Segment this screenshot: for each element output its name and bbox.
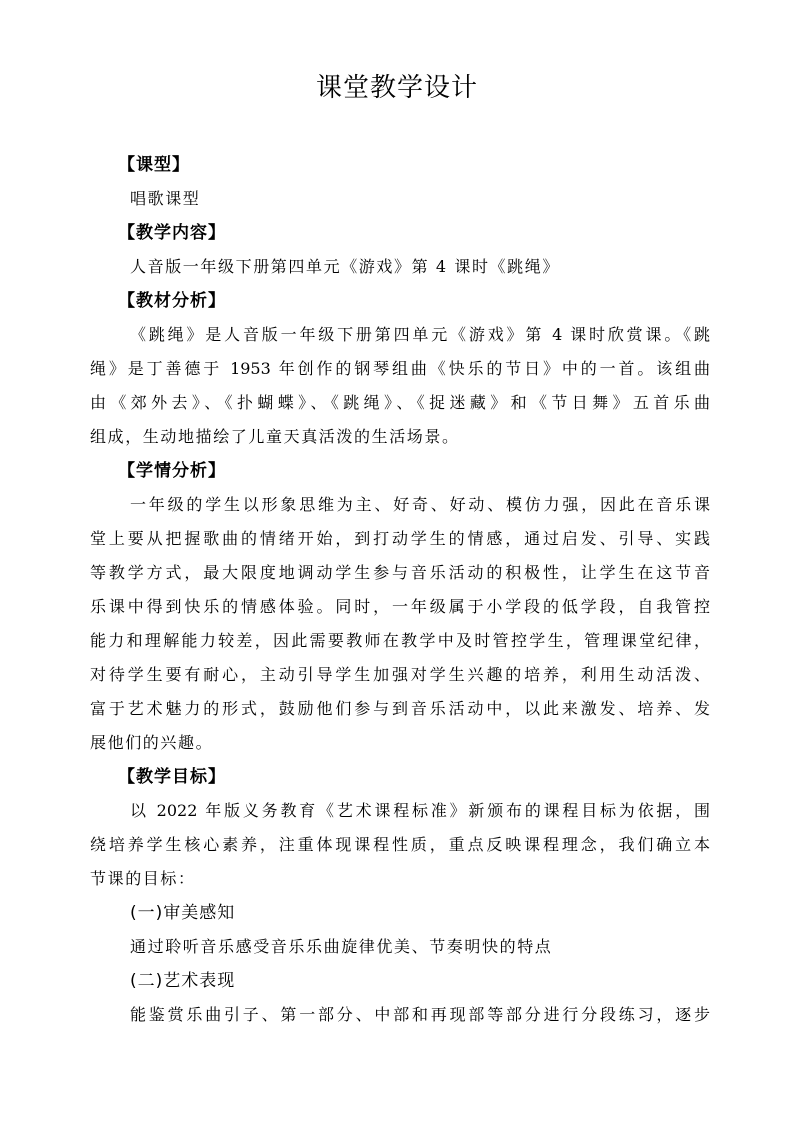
page-title: 课堂教学设计 bbox=[315, 73, 478, 103]
section-heading-teaching-content: 【教学内容】 bbox=[118, 223, 226, 243]
material-analysis-line: 由《郊外去》、《扑蝴蝶》、《跳绳》、《捉迷藏》和《节日舞》五首乐曲 bbox=[90, 393, 710, 412]
teaching-goals-line: 节课的目标： bbox=[90, 869, 196, 888]
student-analysis-line: 能力和理解能力较差，因此需要教师在教学中及时管控学生，管理课堂纪律， bbox=[90, 631, 710, 650]
student-analysis-line: 等教学方式，最大限度地调动学生参与音乐活动的积极性，让学生在这节音 bbox=[90, 563, 710, 582]
teaching-goals-line: 绕培养学生核心素养，注重体现课程性质，重点反映课程理念，我们确立本 bbox=[90, 835, 710, 854]
aesthetic-perception-text: 通过聆听音乐感受音乐乐曲旋律优美、节奏明快的特点 bbox=[130, 937, 553, 956]
student-analysis-line: 展他们的兴趣。 bbox=[90, 733, 214, 752]
section-heading-lesson-type: 【课型】 bbox=[118, 155, 190, 175]
material-analysis-line: 绳》是丁善德于 1953 年创作的钢琴组曲《快乐的节日》中的一首。该组曲 bbox=[90, 359, 710, 378]
section-heading-student-analysis: 【学情分析】 bbox=[118, 461, 226, 481]
subheading-aesthetic-perception: (一)审美感知 bbox=[130, 903, 236, 923]
subheading-artistic-expression: (二)艺术表现 bbox=[130, 971, 236, 991]
material-analysis-line: 《跳绳》是人音版一年级下册第四单元《游戏》第 4 课时欣赏课。《跳 bbox=[130, 325, 710, 344]
material-analysis-line: 组成，生动地描绘了儿童天真活泼的生活场景。 bbox=[90, 427, 460, 446]
student-analysis-line: 堂上要从把握歌曲的情绪开始，到打动学生的情感，通过启发、引导、实践 bbox=[90, 529, 710, 548]
section-heading-teaching-goals: 【教学目标】 bbox=[118, 767, 226, 787]
teaching-goals-line: 以 2022 年版义务教育《艺术课程标准》新颁布的课程目标为依据，围 bbox=[130, 801, 710, 820]
teaching-content-text: 人音版一年级下册第四单元《游戏》第 4 课时《跳绳》 bbox=[130, 257, 560, 276]
student-analysis-line: 对待学生要有耐心，主动引导学生加强对学生兴趣的培养，利用生动活泼、 bbox=[90, 665, 710, 684]
artistic-expression-text: 能鉴赏乐曲引子、第一部分、中部和再现部等部分进行分段练习，逐步 bbox=[130, 1005, 710, 1024]
section-heading-material-analysis: 【教材分析】 bbox=[118, 291, 226, 311]
student-analysis-line: 一年级的学生以形象思维为主、好奇、好动、模仿力强，因此在音乐课 bbox=[130, 495, 710, 514]
student-analysis-line: 富于艺术魅力的形式，鼓励他们参与到音乐活动中，以此来激发、培养、发 bbox=[90, 699, 710, 718]
student-analysis-line: 乐课中得到快乐的情感体验。同时，一年级属于小学段的低学段，自我管控 bbox=[90, 597, 710, 616]
lesson-type-text: 唱歌课型 bbox=[130, 189, 201, 208]
document-body bbox=[90, 148, 710, 1032]
